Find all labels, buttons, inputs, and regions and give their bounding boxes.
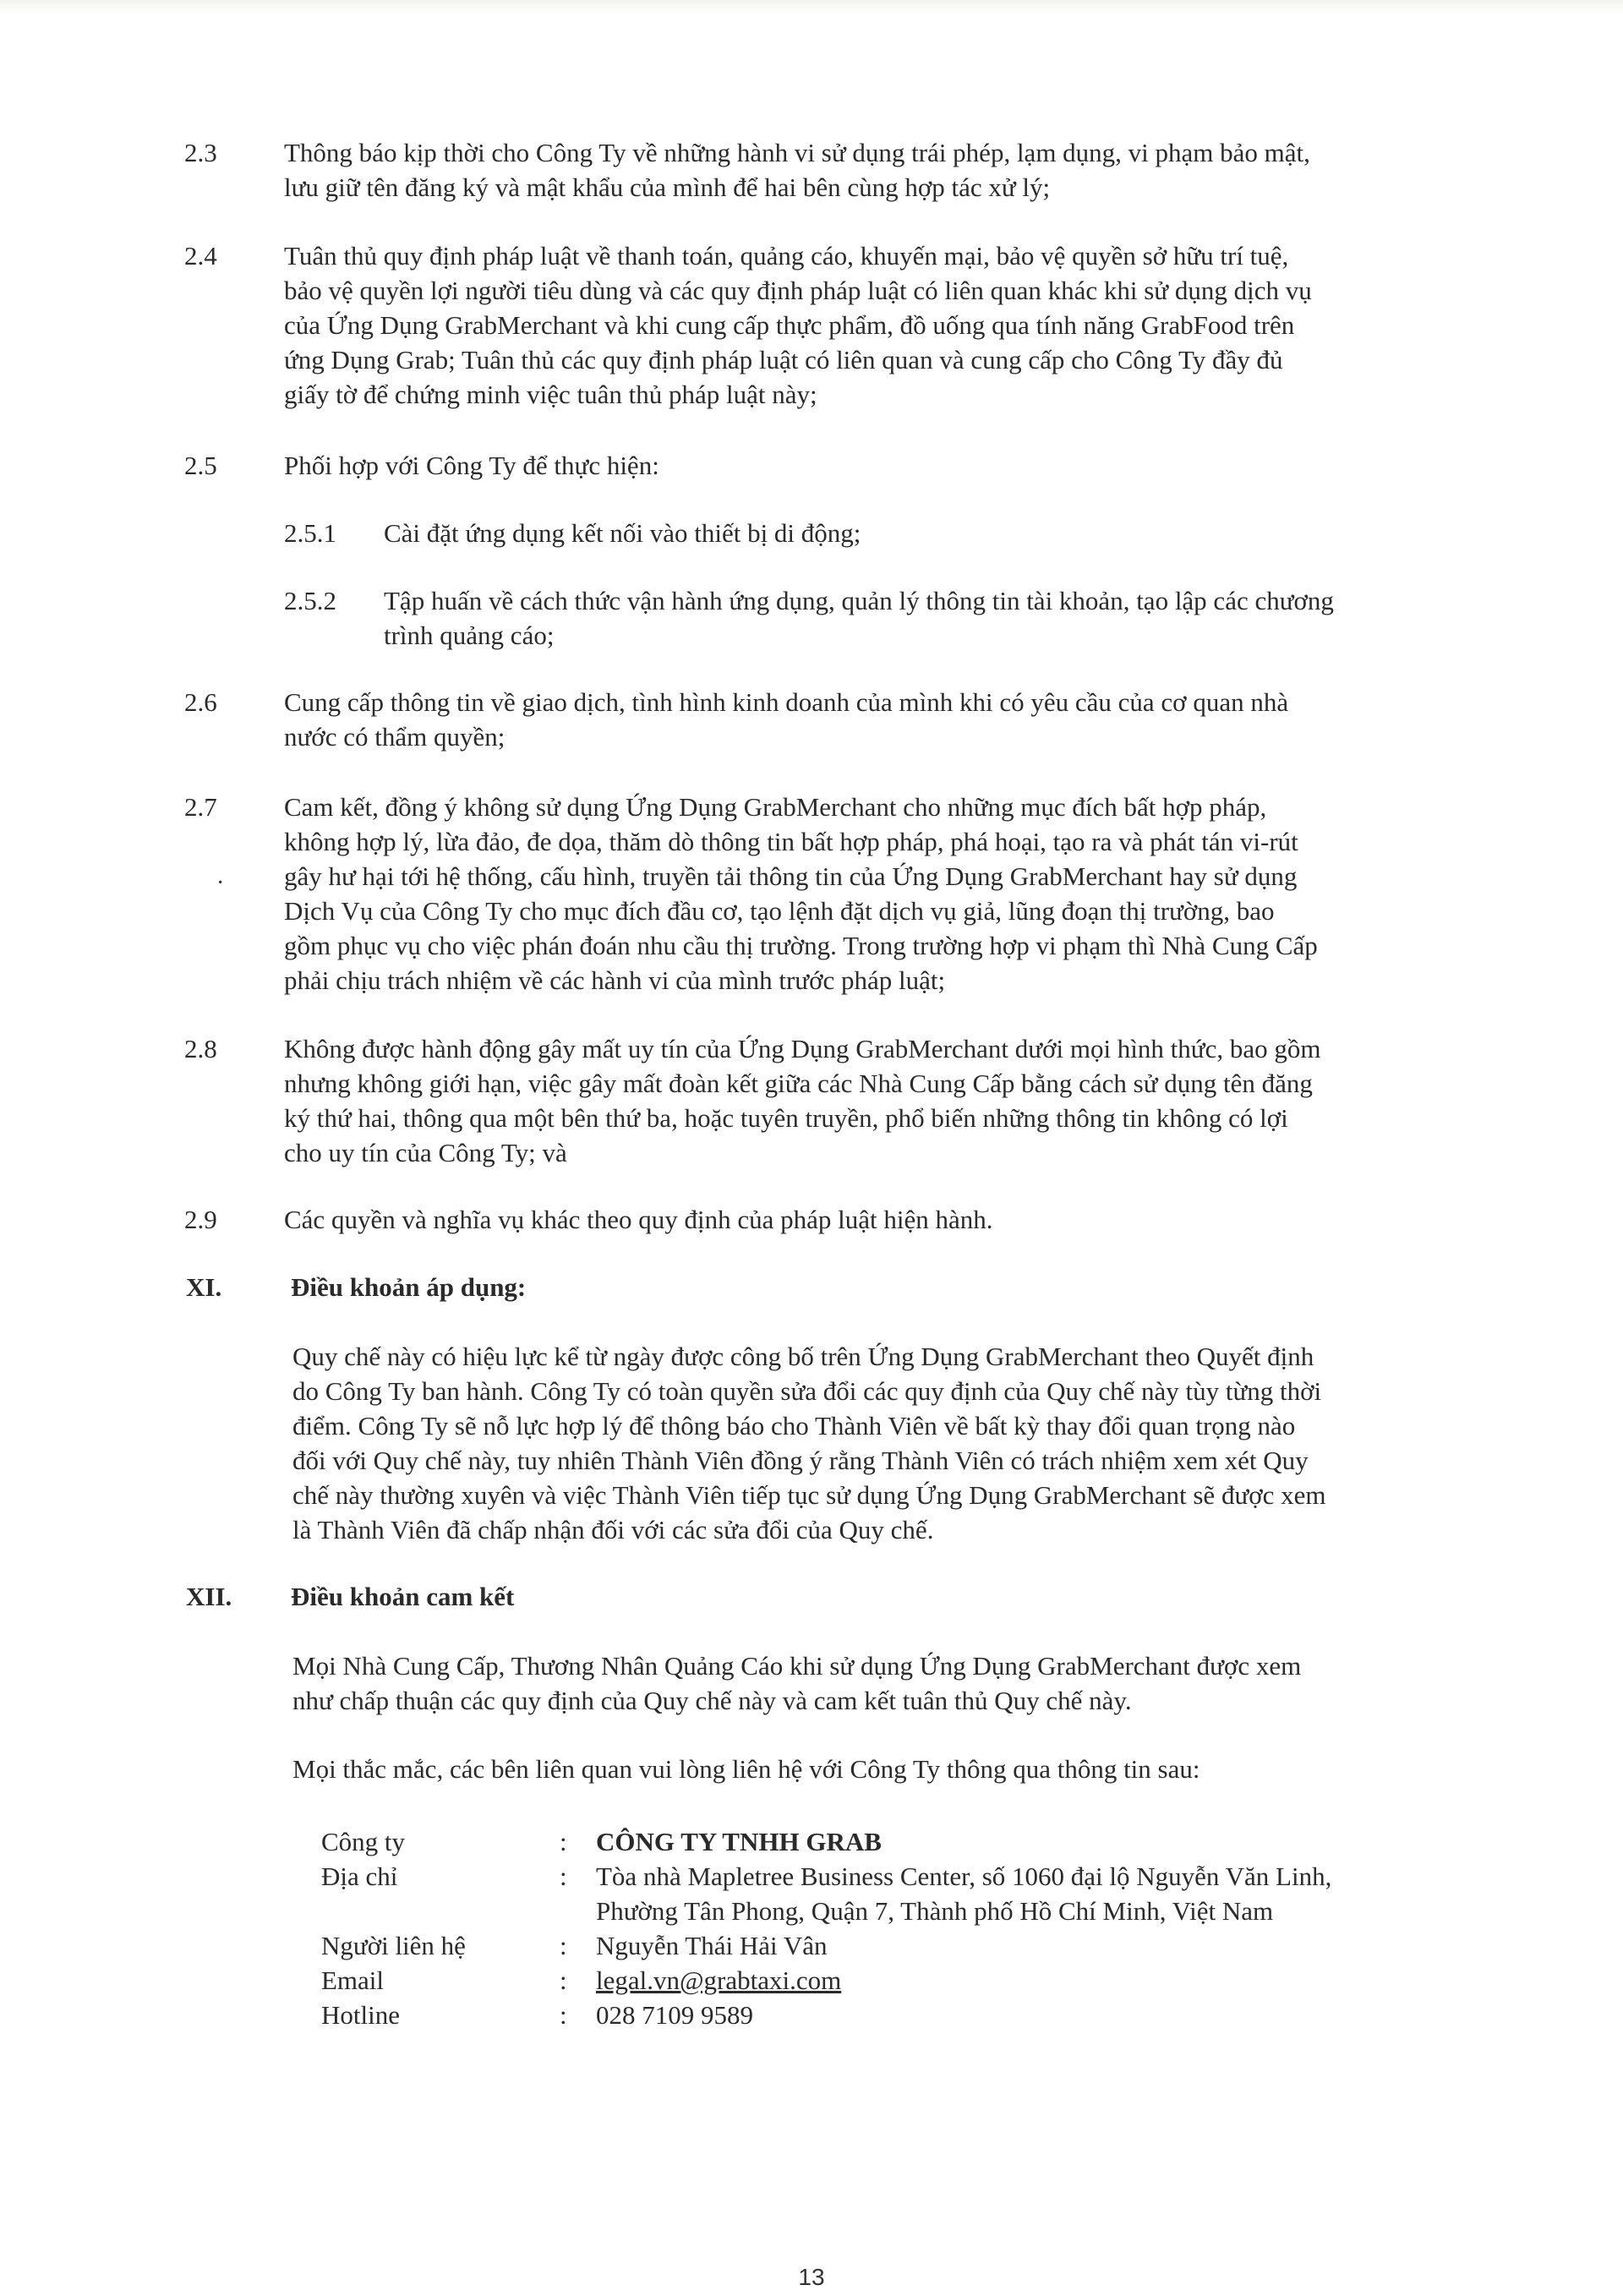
text-line: nhưng không giới hạn, việc gây mất đoàn kết giữa các Nhà Cung Cấp bằng cách sử dụng tên đăng <box>284 1069 1313 1098</box>
clause-text <box>284 1202 1467 1237</box>
clause-number: 2.6 <box>184 687 217 717</box>
clause-number: 2.7 <box>184 792 217 822</box>
clause-number: 2.8 <box>184 1034 217 1063</box>
company-value: CÔNG TY TNHH GRAB <box>596 1827 882 1856</box>
text-line: ký thứ hai, thông qua một bên thứ ba, hoặc tuyên truyền, phổ biến những thông tin không có lợi <box>284 1103 1288 1133</box>
clause-text <box>284 790 1467 998</box>
colon: : <box>560 1965 567 1995</box>
clause-number: 2.4 <box>184 241 217 271</box>
section-heading: Điều khoản cam kết <box>291 1582 515 1611</box>
colon: : <box>560 2000 567 2030</box>
text-line: Phối hợp với Công Ty để thực hiện: <box>284 451 659 480</box>
stray-mark: · <box>216 870 225 896</box>
clause-text <box>284 238 1467 412</box>
company-label: Công ty <box>321 1827 406 1856</box>
text-line: Mọi thắc mắc, các bên liên quan vui lòng liên hệ với Công Ty thông qua thông tin sau: <box>292 1754 1200 1784</box>
text-line: bảo vệ quyền lợi người tiêu dùng và các quy định pháp luật có liên quan khác khi sử dụng dịch vụ <box>284 276 1312 305</box>
clause-number: 2.9 <box>184 1205 217 1234</box>
text-line: Mọi Nhà Cung Cấp, Thương Nhân Quảng Cáo khi sử dụng Ứng Dụng GrabMerchant được xem <box>292 1651 1302 1681</box>
text-line: Tuân thủ quy định pháp luật về thanh toán, quảng cáo, khuyến mại, bảo vệ quyền sở hữu trí tuệ, <box>284 241 1289 271</box>
text-line: nước có thẩm quyền; <box>284 722 505 752</box>
text-line: cho uy tín của Công Ty; và <box>284 1138 567 1167</box>
text-line: Cài đặt ứng dụng kết nối vào thiết bị di động; <box>384 518 861 548</box>
text-line: điểm. Công Ty sẽ nỗ lực hợp lý để thông báo cho Thành Viên về bất kỳ thay đổi quan trọng nào <box>292 1411 1296 1440</box>
clause-text <box>284 135 1467 205</box>
colon: : <box>560 1931 567 1960</box>
text-line: Cung cấp thông tin về giao dịch, tình hình kinh doanh của mình khi có yêu cầu của cơ quan nhà <box>284 687 1289 717</box>
clause-number: 2.5.1 <box>284 518 336 548</box>
text-line: Các quyền và nghĩa vụ khác theo quy định của pháp luật hiện hành. <box>284 1205 993 1234</box>
section-number: XI. <box>186 1272 222 1302</box>
text-line: của Ứng Dụng GrabMerchant và khi cung cấp thực phẩm, đồ uống qua tính năng GrabFood trên <box>284 310 1295 340</box>
address-label: Địa chỉ <box>321 1861 398 1891</box>
page-number: 13 <box>798 2264 825 2290</box>
text-line: do Công Ty ban hành. Công Ty có toàn quyền sửa đổi các quy định của Quy chế này tùy từng thời <box>292 1376 1322 1406</box>
scan-top-edge <box>0 0 1623 14</box>
person-label: Người liên hệ <box>321 1931 466 1960</box>
text-line: Không được hành động gây mất uy tín của Ứng Dụng GrabMerchant dưới mọi hình thức, bao gồm <box>284 1034 1321 1063</box>
text-line: phải chịu trách nhiệm về các hành vi của mình trước pháp luật; <box>284 965 946 995</box>
clause-number: 2.5.2 <box>284 586 336 615</box>
text-line: không hợp lý, lừa đảo, đe dọa, thăm dò thông tin bất hợp pháp, phá hoại, tạo ra và phát tán vi-rút <box>284 827 1298 856</box>
text-line: Cam kết, đồng ý không sử dụng Ứng Dụng GrabMerchant cho những mục đích bất hợp pháp, <box>284 792 1267 822</box>
clause-text <box>284 685 1467 754</box>
paragraph <box>292 1339 1493 1547</box>
text-line: ứng Dụng Grab; Tuân thủ các quy định pháp luật có liên quan và cung cấp cho Công Ty đầy đủ <box>284 345 1283 374</box>
hotline-label: Hotline <box>321 2000 400 2030</box>
paragraph <box>292 1752 1493 1786</box>
address-line-2: Phường Tân Phong, Quận 7, Thành phố Hồ Chí Minh, Việt Nam <box>596 1896 1274 1926</box>
email-label: Email <box>321 1965 385 1995</box>
text-line: Quy chế này có hiệu lực kể từ ngày được công bố trên Ứng Dụng GrabMerchant theo Quyết định <box>292 1342 1314 1371</box>
text-line: Thông báo kịp thời cho Công Ty về những hành vi sử dụng trái phép, lạm dụng, vi phạm bảo mật, <box>284 138 1310 167</box>
text-line: đối với Quy chế này, tuy nhiên Thành Viên đồng ý rằng Thành Viên có trách nhiệm xem xét Quy <box>292 1446 1309 1475</box>
text-line: như chấp thuận các quy định của Quy chế này và cam kết tuân thủ Quy chế này. <box>292 1686 1132 1715</box>
clause-text <box>284 1031 1467 1170</box>
clause-number: 2.3 <box>184 138 217 167</box>
hotline-value: 028 7109 9589 <box>596 2000 753 2030</box>
text-line: Dịch Vụ của Công Ty cho mục đích đầu cơ, tạo lệnh đặt dịch vụ giả, lũng đoạn thị trường, bao <box>284 896 1275 926</box>
clause-number: 2.5 <box>184 451 217 480</box>
text-line: trình quảng cáo; <box>384 620 555 650</box>
text-line: giấy tờ để chứng minh việc tuân thủ pháp luật này; <box>284 380 817 409</box>
clause-text <box>284 448 1467 483</box>
text-line: lưu giữ tên đăng ký và mật khẩu của mình để hai bên cùng hợp tác xử lý; <box>284 172 1051 202</box>
section-heading: Điều khoản áp dụng: <box>291 1272 527 1302</box>
colon: : <box>560 1861 567 1891</box>
email-link[interactable]: legal.vn@grabtaxi.com <box>596 1965 842 1995</box>
text-line: là Thành Viên đã chấp nhận đối với các sửa đổi của Quy chế. <box>292 1515 934 1544</box>
text-line: chế này thường xuyên và việc Thành Viên tiếp tục sử dụng Ứng Dụng GrabMerchant sẽ được xem <box>292 1480 1326 1510</box>
text-line: gây hư hại tới hệ thống, cấu hình, truyền tải thông tin của Ứng Dụng GrabMerchant hay sử dụng <box>284 861 1298 891</box>
text-line: Tập huấn về cách thức vận hành ứng dụng, quản lý thông tin tài khoản, tạo lập các chương <box>384 586 1334 615</box>
address-line-1: Tòa nhà Mapletree Business Center, số 1060 đại lộ Nguyễn Văn Linh, <box>596 1861 1332 1891</box>
colon: : <box>560 1827 567 1856</box>
paragraph <box>292 1648 1493 1718</box>
section-number: XII. <box>186 1582 232 1611</box>
clause-text <box>384 583 1483 653</box>
clause-text <box>384 516 1483 550</box>
text-line: gồm phục vụ cho việc phán đoán nhu cầu thị trường. Trong trường hợp vi phạm thì Nhà Cung Cấp <box>284 931 1318 960</box>
person-value: Nguyễn Thái Hải Vân <box>596 1931 828 1960</box>
